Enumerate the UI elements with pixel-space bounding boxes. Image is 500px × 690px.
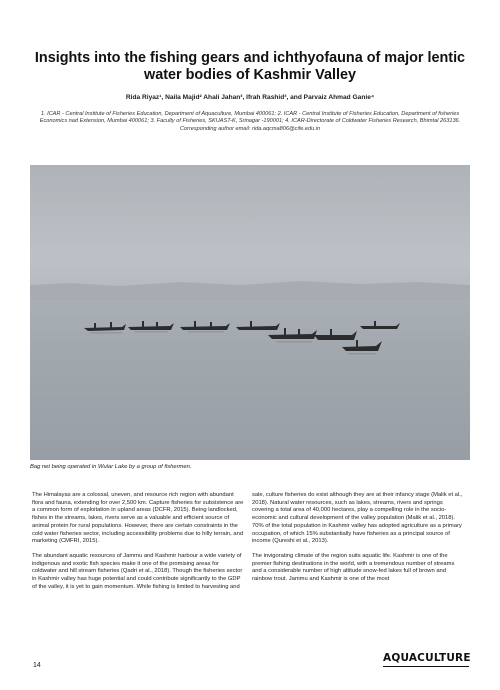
fisherman [250, 321, 252, 327]
fisherman [330, 329, 332, 336]
body-column-left [32, 492, 244, 598]
fisherman [356, 340, 358, 347]
reflection [188, 331, 224, 333]
affiliation-text: 1. ICAR - Central Institute of Fisheries Education, Department of Aquaculture, Mumbai 400061; 2. ICAR - Central Institute of Fisheries Education, Department of fisheries Economics nad Extension, Mumbai 400061; 3. Faculty of Fisheries, SKUAST-K, Srinagar -190001; 4. ICAR-Directorate of Coldwater Fisheries Research, Bhimtal 263136. [39, 111, 461, 125]
magazine-logo: AQUACULTURE [383, 652, 471, 664]
reflection [276, 341, 312, 343]
body-paragraph: The Himalayas are a colossal, uneven, and resource rich region with abundant flora and fauna, extending for over 2,500 km. Capture fisheries for subsistence are a common form of exploitation in upland areas (DCFR, 2015). Being landlocked, fishes in the streams, lakes, rivers serve as a valuable and efficient source of animal protein for rural populations. However, there are certain constraints in the cold water fisheries sector, including accessibility problems due to hilly terrain, and marketing (CMFRI, 2015). [32, 492, 244, 545]
figure-caption: Bag net being operated in Wular Lake by a group of fishermen. [30, 464, 192, 470]
logo-underline [383, 666, 469, 667]
fisherman [284, 328, 286, 335]
body-column-right [252, 492, 464, 591]
sky-area [30, 165, 470, 300]
lake-photo-illustration [30, 165, 470, 460]
fisherman [94, 323, 96, 328]
body-paragraph: The invigorating climate of the region suits aquatic life. Kashmir is one of the premier fishing destinations in the world, with a tremendous number of streams and a considerable number of high altitude snow-fed lakes full of brown and rainbow trout. Jammu and Kashmir is one of the most [252, 552, 455, 583]
fisherman [142, 321, 144, 327]
fisherman [374, 321, 376, 326]
fisherman [156, 322, 158, 327]
author-list: Rida Riyaz¹, Naila Majid² Ahali Jahan³, Ifrah Rashid³, and Parvaiz Ahmad Ganie⁴ [125, 94, 375, 101]
reflection [348, 353, 376, 355]
fisherman [210, 322, 212, 327]
reflection [90, 332, 122, 334]
fisherman [194, 321, 196, 327]
body-paragraph: sale, culture fisheries do exist although they are at their infancy stage (Malik et al., 2018). Natural water resources, such as lakes, streams, rivers and springs covering a total area of 40,000 hectares, play a compelling role in the socio-economic and cultural development of the valley population (Malik et al., 2018). 70% of the total population in Kashmir valley has adopted agriculture as a primary occupation, of which 15% substantially have fisheries as a principal source of income (Qureshi et al., 2013). [252, 492, 463, 545]
body-paragraph: The abundant aquatic resources of Jammu and Kashmir harbour a wide variety of indigenous and exotic fish species make it one of the promising areas for coldwater and hill stream fisheries (Qadri et al., 2018). Though the fisheries sector in Kashmir valley has huge potential and could contribute significantly to the GDP of the valley, it is yet to gain momentum. While fishing is limited to harvesting and [32, 552, 243, 590]
page-number: 14 [33, 662, 41, 669]
affiliations [30, 111, 470, 133]
fisherman [110, 322, 112, 328]
lake-photo [30, 165, 470, 460]
reflection [134, 331, 168, 333]
article-title: Insights into the fishing gears and ichthyofauna of major lentic water bodies of Kashmir Valley [34, 50, 466, 83]
fisherman [298, 329, 300, 335]
corresponding-author: Corresponding author email: rida.aqcma806@cife.edu.in [179, 125, 321, 132]
